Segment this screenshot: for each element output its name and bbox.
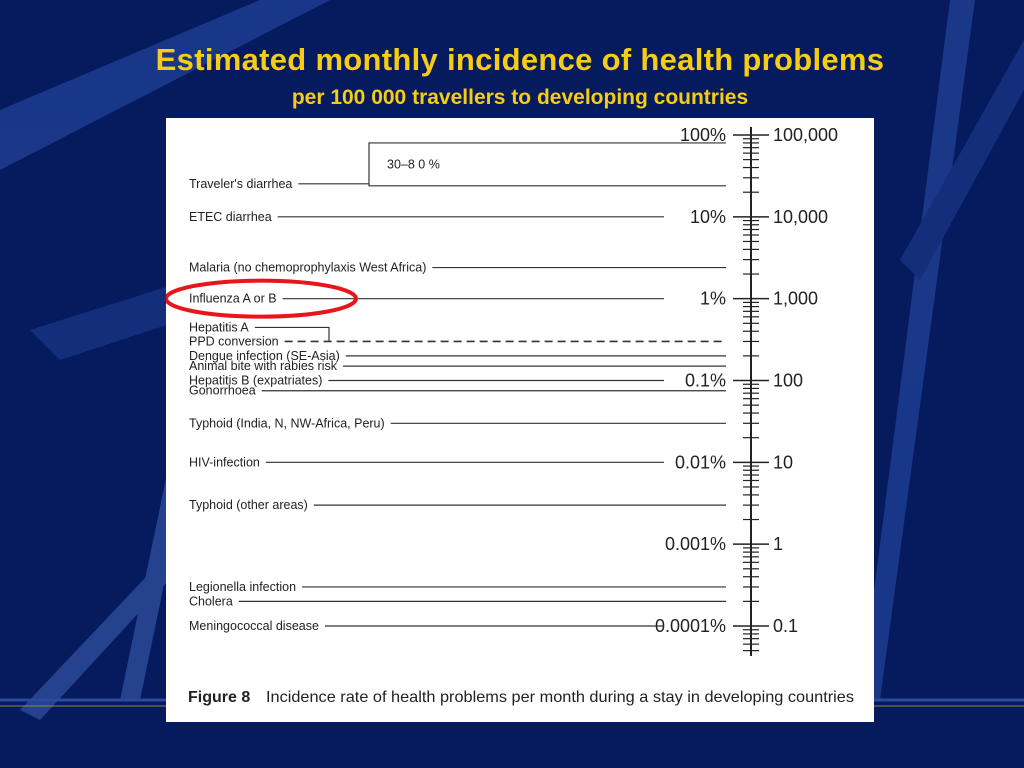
percent-tick-label: 10% [689, 206, 726, 227]
item-label: HIV-infection [189, 455, 260, 470]
slide-title: Estimated monthly incidence of health problems [155, 42, 885, 77]
item-label: Legionella infection [189, 579, 297, 594]
item-label: Hepatitis A [189, 320, 249, 335]
item-label: ETEC diarrhea [189, 209, 272, 224]
item-label: Influenza A or B [189, 291, 277, 306]
slide-subtitle: per 100 000 travellers to developing countries [291, 86, 749, 109]
figure-caption-number: Figure 8 [188, 689, 251, 706]
rate-tick-label: 100,000 [773, 125, 839, 145]
figure-panel [166, 118, 874, 722]
item-label: Animal bite with rabies risk [189, 359, 337, 374]
rate-tick-label: 1,000 [773, 288, 819, 309]
item-label: Typhoid (India, N, NW-Africa, Peru) [189, 416, 385, 431]
rate-tick-label: 1 [773, 534, 784, 555]
item-label: Dengue infection (SE-Asia) [189, 348, 340, 363]
rate-tick-label: 10,000 [773, 206, 829, 227]
percent-tick-label: 0.0001% [654, 616, 726, 636]
item-label: Gonorrhoea [189, 383, 256, 398]
rate-tick-label: 100 [773, 370, 804, 391]
percent-tick-label: 1% [699, 288, 726, 309]
percent-tick-label: 0.01% [674, 452, 726, 473]
percent-tick-label: 100% [679, 125, 726, 145]
percent-tick-label: 0.1% [684, 370, 726, 391]
item-label: Meningococcal disease [189, 619, 319, 633]
rate-tick-label: 0.1 [773, 616, 799, 636]
range-label: 30–8 0 % [387, 157, 440, 172]
item-label: Typhoid (other areas) [189, 498, 308, 513]
item-label: Malaria (no chemoprophylaxis West Africa) [189, 260, 427, 275]
percent-tick-label: 0.001% [664, 534, 726, 555]
rate-tick-label: 10 [773, 452, 794, 473]
item-label: PPD conversion [189, 334, 279, 349]
figure-caption-text: Incidence rate of health problems per month during a stay in developing countries [266, 689, 855, 706]
item-label: Traveler's diarrhea [189, 176, 293, 191]
incidence-ladder-chart [166, 118, 874, 722]
item-label: Hepatitis B (expatriates) [189, 373, 323, 388]
item-label: Cholera [189, 594, 233, 609]
